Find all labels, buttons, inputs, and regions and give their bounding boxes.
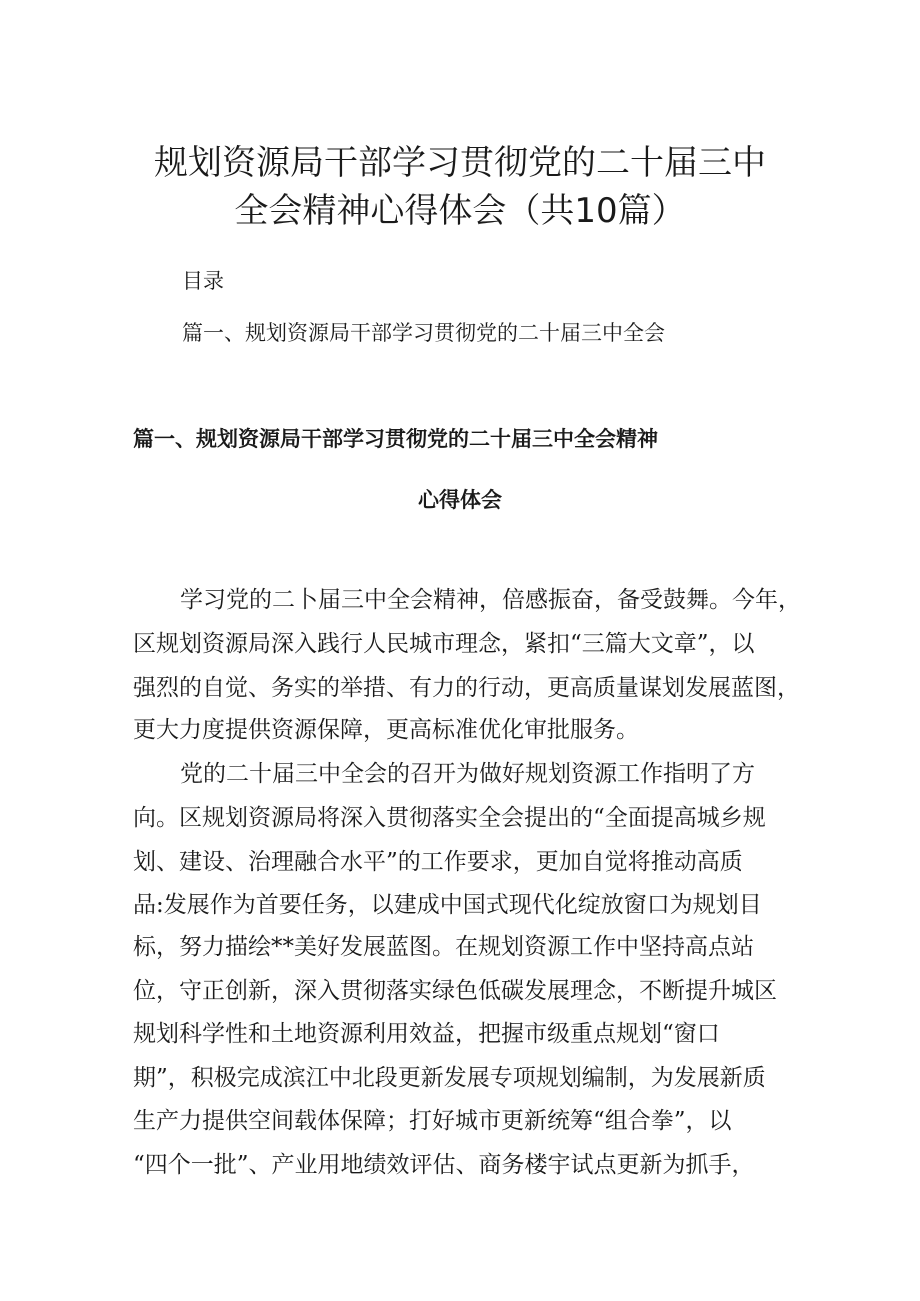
paragraph-line: 划、建设、治理融合水平”的工作要求，更加自觉将推动高质 — [133, 849, 743, 875]
paragraph-line: 向。区规划资源局将深入贯彻落实全会提出的“全面提高城乡规 — [133, 805, 766, 831]
paragraph-line: 位，守正创新，深入贯彻落实绿色低碳发展理念，不断提升城区 — [133, 978, 777, 1004]
toc-item[interactable]: 篇一、规划资源局干部学习贯彻党的二十届三中全会 — [182, 321, 665, 345]
toc-heading: 目录 — [182, 269, 224, 293]
section-heading: 篇一、规划资源局干部学习贯彻党的二十届三中全会精神 — [133, 427, 658, 451]
paragraph-line: 党的二十届三中全会的召开为做好规划资源工作指明了方 — [180, 761, 755, 787]
paragraph-line: “四个一批”、产业用地绩效评估、商务楼宇试点更新为抓手， — [133, 1152, 755, 1178]
paragraph-line: 学习党的二卜届三中全会精神，倍感振奋，备受鼓舞。今年， — [180, 587, 801, 613]
paragraph-line: 品:发展作为首要任务，以建成中国式现代化绽放窗口为规划目 — [133, 892, 762, 918]
paragraph-line: 规划科学性和土地资源利用效益，把握市级重点规划“窗口 — [133, 1021, 720, 1047]
paragraph-line: 标，努力描绘**美好发展蓝图。在规划资源工作中坚持高点站 — [133, 934, 754, 960]
section-subheading: 心得体会 — [418, 488, 502, 512]
paragraph-line: 强烈的自觉、务实的举措、有力的行动，更高质量谋划发展蓝图， — [133, 675, 800, 701]
paragraph-line: 区规划资源局深入践行人民城市理念，紧扣“三篇大文章”，以 — [133, 631, 755, 657]
paragraph-line: 期”，积极完成滨江中北段更新发展专项规划编制，为发展新质 — [133, 1065, 766, 1091]
document-title-line-1: 规划资源局干部学习贯彻党的二十届三中 — [154, 143, 766, 183]
paragraph-line: 更大力度提供资源保障，更高标准优化审批服务。 — [133, 717, 639, 743]
document-title-line-2: 全会精神心得体会（共10篇） — [234, 191, 686, 231]
paragraph-line: 生产力提供空间载体保障；打好城市更新统筹“组合拳”，以 — [133, 1108, 732, 1134]
